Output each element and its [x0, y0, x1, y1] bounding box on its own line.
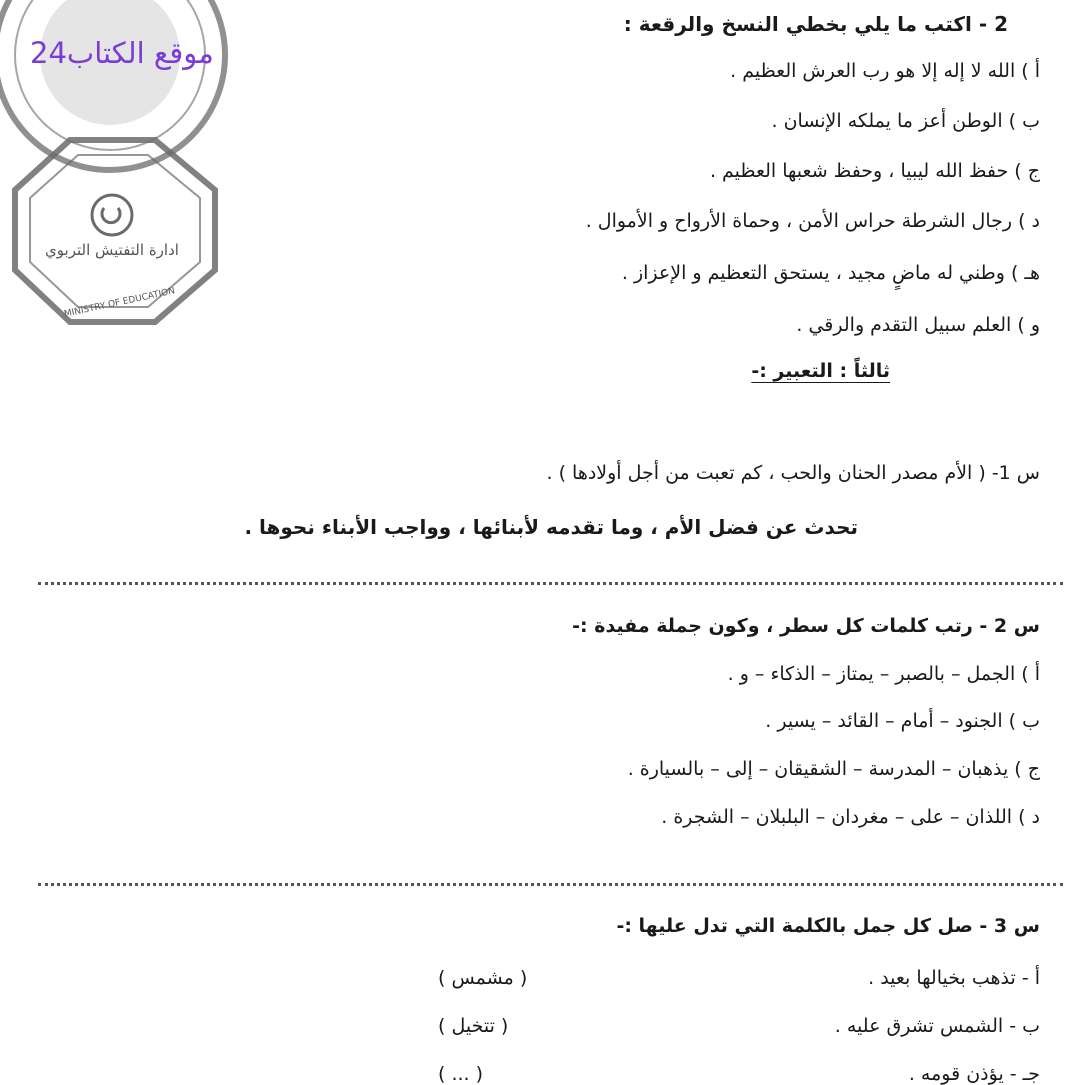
- q3-sentence-b: ب - الشمس تشرق عليه .: [834, 1015, 1040, 1037]
- q3-heading: س 3 - صل كل جمل بالكلمة التي تدل عليها :-: [616, 915, 1040, 937]
- q2-item-c: ج ) يذهبان – المدرسة – الشقيقان – إلى – بالسيارة .: [627, 758, 1040, 780]
- q2-item-d: د ) اللذان – على – مغردان – البلبلان – الشجرة .: [661, 806, 1040, 828]
- stamp-bottom-text: MINISTRY OF EDUCATION: [63, 286, 176, 320]
- section2-heading: 2 - اكتب ما يلي بخطي النسخ والرقعة :: [623, 12, 1008, 36]
- section2-item-e: هـ ) وطني له ماضٍ مجيد ، يستحق التعظيم و الإعزاز .: [621, 262, 1040, 284]
- answer-dotted-line: [38, 582, 1063, 585]
- q3-word-a: ( مشمس ): [438, 967, 528, 989]
- section2-item-b: ب ) الوطن أعز ما يملكه الإنسان .: [771, 110, 1040, 132]
- expression-heading: ثالثاً : التعبير :-: [751, 360, 890, 382]
- q3-sentence-a: أ - تذهب بخيالها بعيد .: [868, 967, 1040, 989]
- q2-item-b: ب ) الجنود – أمام – القائد – يسير .: [765, 710, 1040, 732]
- section2-item-a: أ ) الله لا إله إلا هو رب العرش العظيم .: [730, 60, 1040, 82]
- section2-item-c: ج ) حفظ الله ليبيا ، وحفظ شعبها العظيم .: [709, 160, 1040, 182]
- q1-instruction: تحدث عن فضل الأم ، وما تقدمه لأبنائها ، وواجب الأبناء نحوها .: [244, 515, 858, 539]
- q3-word-c: ( ... ): [438, 1063, 484, 1085]
- site-watermark: موقع الكتاب24: [30, 36, 214, 70]
- q2-item-a: أ ) الجمل – بالصبر – يمتاز – الذكاء – و .: [727, 663, 1040, 685]
- stamp-center-text: ادارة التفتيش التربوي: [45, 241, 179, 259]
- answer-dotted-line: [38, 883, 1063, 886]
- q3-sentence-c: جـ - يؤذن قومه .: [908, 1063, 1040, 1085]
- q3-word-b: ( تتخيل ): [438, 1015, 509, 1037]
- q1-prompt: س 1- ( الأم مصدر الحنان والحب ، كم تعبت من أجل أولادها ) .: [546, 462, 1040, 484]
- section2-item-d: د ) رجال الشرطة حراس الأمن ، وحماة الأرواح و الأموال .: [585, 210, 1040, 232]
- section2-item-f: و ) العلم سبيل التقدم والرقي .: [796, 314, 1040, 336]
- q2-heading: س 2 - رتب كلمات كل سطر ، وكون جملة مفيدة :-: [572, 615, 1040, 637]
